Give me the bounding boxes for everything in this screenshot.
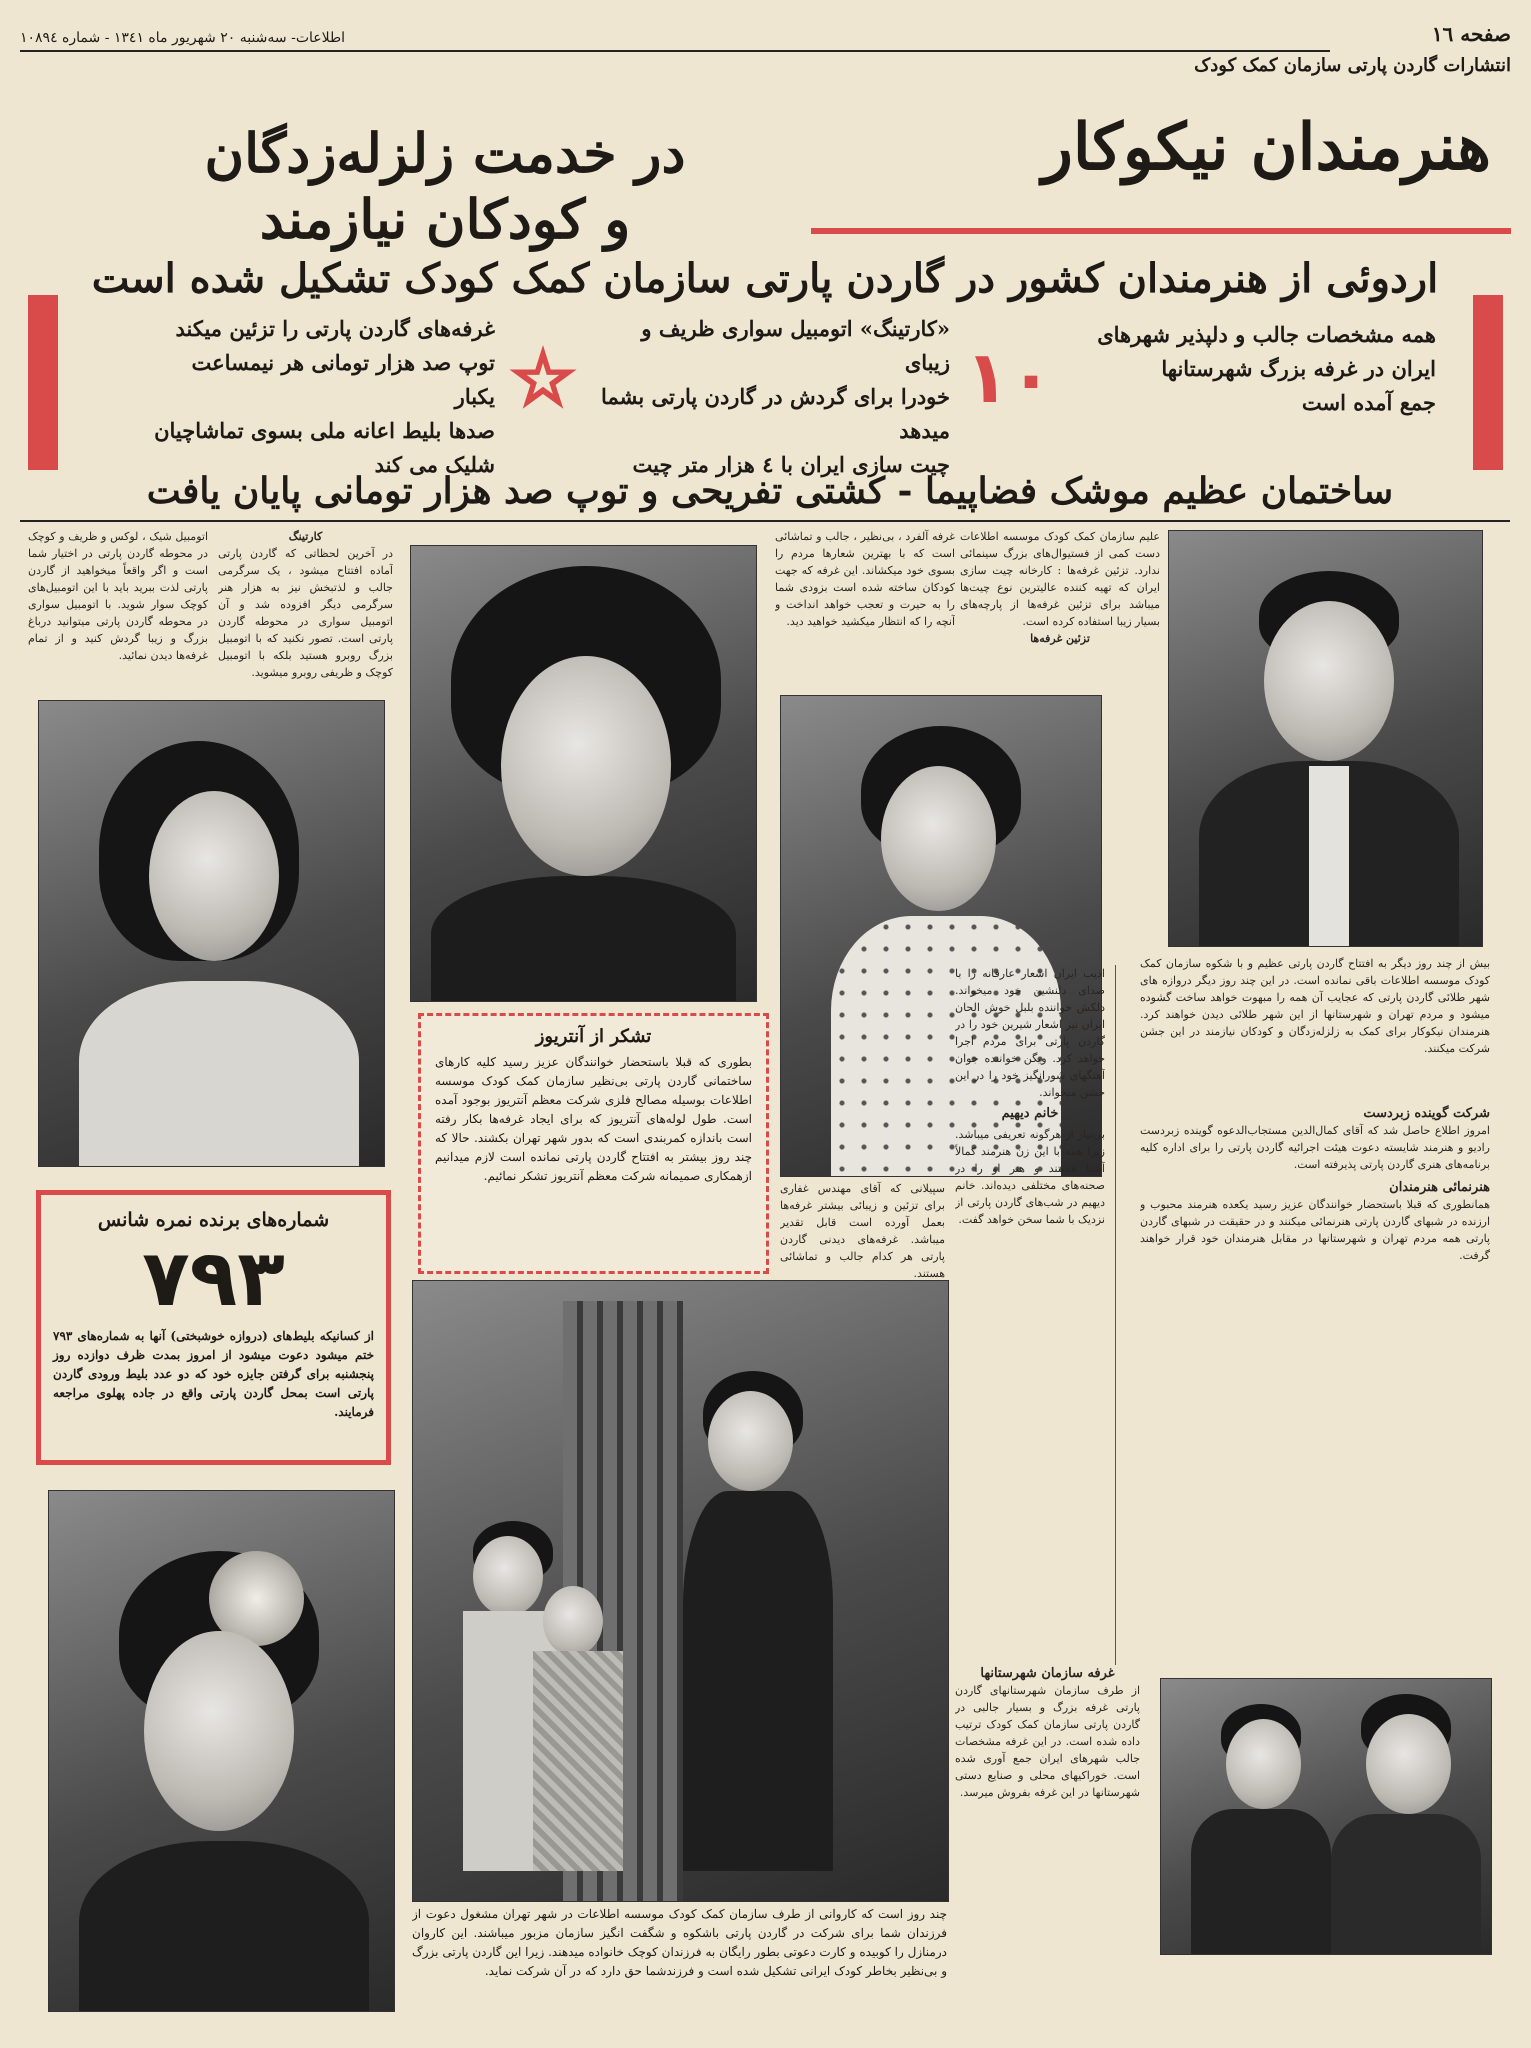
lottery-box bbox=[36, 1190, 391, 1465]
subhead-center-line: چیت سازی ایران با ٤ هزار متر چیت bbox=[632, 452, 950, 477]
column-3-text: غرفه آلفرد ، بی‌نظیر ، جالب و تماشائی است که با بهترین شعارها مردم را بسوی خود میکشاند. این غرفه که جهت کودکان ساخته شده است بزودی شما را به حیرت و تعجب خواهد انداخت و آنچه را که انتظار میکشید خواهید دید. bbox=[775, 530, 955, 628]
column-divider bbox=[1115, 965, 1116, 1665]
column-6-text: ادیب ایران اشعار عارفانه را با صدای دلنشین خود میخواند. دلکش خواننده بلبل خوش الحان ایران نیز اشعار شیرین خود را در گاردن پارتی برای مردم اجرا خواهد کرد. ویگن خواننده جوان آهنگهای شورانگیز خود را در این جشن میخواند. bbox=[955, 967, 1105, 1099]
subhead-right-line: جمع آمده است bbox=[1301, 390, 1436, 415]
headline-left bbox=[120, 120, 770, 252]
red-side-bar-right bbox=[1473, 295, 1503, 470]
column-2 bbox=[218, 528, 393, 693]
column-6-title: خانم دیهیم bbox=[1001, 1106, 1059, 1121]
photo-two-men bbox=[1160, 1678, 1492, 1955]
photo-man-portrait bbox=[1168, 530, 1483, 947]
subhead-number: ١٠ bbox=[965, 335, 1053, 419]
photo-children-at-door bbox=[412, 1280, 949, 1902]
photo-woman-with-flower bbox=[48, 1490, 395, 2012]
column-2-title: کارتینگ bbox=[288, 530, 323, 543]
column-7-text-c: از طرف سازمان شهرستانهای گاردن پارتی غرفه بزرگ و بسیار جالبی در گاردن پارتی سازمان کمک کودک ترتیب داده شده است. در این غرفه مشخصات جالب شهرهای ایران جمع آوری شده است. خوراکیهای محلی و صنایع دستی شهرستانها در این غرفه بفروش میرسد. bbox=[955, 1684, 1140, 1799]
column-5-title-a: شرکت گوینده زبردست bbox=[1363, 1106, 1490, 1121]
subhead-center-line: میدهد bbox=[899, 418, 950, 443]
red-star-icon bbox=[508, 345, 578, 415]
photo-woman-portrait-left bbox=[38, 700, 385, 1167]
headline-right: هنرمندان نیکوکار bbox=[1041, 110, 1491, 185]
banner-headline: اردوئی از هنرمندان کشور در گاردن پارتی سازمان کمک کودک تشکیل شده است bbox=[91, 255, 1439, 302]
masthead-rule bbox=[20, 50, 1330, 52]
column-7-text-b: سپیلانی که آقای مهندس غفاری برای تزئین و زیبائی بیشتر غرفه‌ها بعمل آورده است قابل تقدیر میباشد. غرفه‌های دیدنی گاردن پارتی هر کدام جالب و تماشائی هستند. bbox=[780, 1182, 945, 1280]
subhead-center bbox=[590, 312, 950, 482]
column-6 bbox=[955, 965, 1105, 1665]
deck-rule bbox=[20, 520, 1510, 522]
page-number: صفحه ١٦ bbox=[1431, 22, 1511, 46]
subhead-left-line: صدها بلیط اعانه ملی بسوی تماشاچیان bbox=[154, 418, 495, 443]
thanks-box-title: تشکر از آنتریوز bbox=[535, 1026, 652, 1047]
lottery-body: از کسانیکه بلیط‌های (دروازه خوشبختی) آنها به شماره‌های ٧٩٣ ختم میشود دعوت میشود از امروز بمدت ظرف دوازده روز پنجشنبه برای گرفتن جایزه خود که دو عدد بلیط ورودی گاردن پارتی است بمحل گاردن پارتی واقع در جاده پهلوی مراجعه فرمایند. bbox=[53, 1329, 374, 1419]
column-5-title-b: هنرنمائی هنرمندان bbox=[1389, 1180, 1490, 1195]
column-4-text: علیم سازمان کمک کودک موسسه اطلاعات دست کمی از فستیوال‌های بزرگ سینمائی ندارد. تزئین غرفه‌ها : کارخانه چیت سازی ایران که تهیه کننده عالیترین نوع چیت‌ها میباشد برای تزئین غرفه‌ها از پارچه‌های بسیار زیبا استفاده کرده است. bbox=[960, 530, 1160, 628]
kicker: انتشارات گاردن پارتی سازمان کمک کودک bbox=[1194, 55, 1511, 76]
headline-left-line-2: و کودکان نیازمند bbox=[259, 187, 631, 251]
column-2-text: در آخرین لحظاتی که گاردن پارتی آماده افتتاح میشود ، یک سرگرمی جالب و لذتبخش نیز به هزار هنر سرگرمی دیگر افزوده شد و آن اتومبیل سواری در محوطه گاردن پارتی است. تصور نکنید که با اتومبیل بزرگ روبرو هستید بلکه با اتومبیل کوچک و ظریفی روبرو میشوید. bbox=[218, 547, 393, 679]
column-5-text-c: همانطوری که قبلا باستحضار خوانندگان عزیز رسید یکعده هنرمند محبوب و ارزنده در شبهای گاردن پارتی هنرنمائی میکنند و در حقیقت در شبهای گاردن پارتی همه مردم تهران و شهرستانها در مقابل هنرمندان خود قرار خواهند گرفت. bbox=[1140, 1198, 1490, 1262]
column-5-continued bbox=[1140, 1105, 1490, 1665]
subhead-center-line: خودرا برای گردش در گاردن پارتی بشما bbox=[601, 384, 950, 409]
column-7-title-c: غرفه سازمان شهرستانها bbox=[980, 1666, 1115, 1681]
column-6-text-b: بی‌نیاز از هرگونه تعریفی میباشد. زیرا همه با این زن هنرمند کمالاً آشنا هستند و هنر او را در صحنه‌های مختلفی دیده‌اند. خانم دیهیم در شب‌های گاردن پارتی از نزدیک با شما سخن خواهد گفت. bbox=[955, 1128, 1105, 1226]
headline-underline bbox=[811, 228, 1511, 234]
column-7-lower bbox=[955, 1665, 1140, 2035]
subhead-left bbox=[150, 312, 495, 482]
column-1-text: اتومبیل شیک ، لوکس و ظریف و کوچک در محوطه گاردن پارتی در اختیار شما است و اگر واقعاً میخواهید از گاردن پارتی لذت ببرید باید با این اتومبیل‌های کوچک سوار شوید. با اتومبیل سواری در محوطه گاردن پارتی میتوانید درباغ بزرگ و زیبا گردش کنید و از تمام غرفه‌ها دیدن نمائید. bbox=[28, 530, 208, 662]
thanks-box-body: بطوری که قبلا باستحضار خوانندگان عزیز رسید کلیه کارهای ساختمانی گاردن پارتی بی‌نظیر سازمان کمک کودک موسسه اطلاعات بوسیله مصالح فلزی شرکت معظم آنتریوز بوجود آمده است. طول لوله‌های آنتریوز که برای ایجاد غرفه‌ها بکار رفته است باندازه کمربندی است که بدور شهر تهران بکشند. حالا که چند روز بیشتر به افتتاح گاردن پارتی نمانده است لازم میدانیم ازهمکاری صمیمانه شرکت معظم آنتریوز تشکر نمائیم. bbox=[435, 1055, 752, 1183]
thanks-box bbox=[418, 1013, 769, 1274]
subhead-center-line: «کارتینگ» اتومبیل سواری ظریف و زیبای bbox=[641, 316, 950, 375]
column-4-title: تزئین غرفه‌ها bbox=[1030, 632, 1090, 645]
issue-line: اطلاعات- سه‌شنبه ٢٠ شهریور ماه ١٣٤١ - شماره ١٠٨٩٤ bbox=[20, 30, 346, 46]
photo-caption: چند روز است که کاروانی از طرف سازمان کمک کودک موسسه اطلاعات در شهر تهران مشغول دعوت از فرزندان شما برای شرکت در گاردن پارتی باشکوه و شگفت انگیز سازمان مزبور میباشند. این کاروان درمنازل را کوبیده و کارت دعوتی بطور رایگان به فرزندان کوچک خانواده میدهند. زیرا این گاردن پارتی بزرگ و بی‌نظیر بخاطر کودک ایرانی تشکیل شده است و فرزندشما حق دارد که در آن شرکت نماید. bbox=[412, 1907, 947, 1978]
column-4 bbox=[960, 528, 1160, 688]
column-5-text: بیش از چند روز دیگر به افتتاح گاردن پارتی عظیم و با شکوه سازمان کمک کودک موسسه اطلاعات باقی نمانده است. در این چند روز دیگر دروازه های شهر طلائی گاردن پارتی که عجایب آن همه را مبهوت خواهد ساخت گشوده میشود و مردم تهران و شهرستانها از این شهر طلائی دیدن خواهند کرد. هنرمندان نیکوکار برای کمک به زلزله‌زدگان و کودکان نیازمند در این جشن شرکت میکنند. bbox=[1140, 957, 1490, 1055]
subhead-left-line: غرفه‌های گاردن پارتی را تزئین میکند bbox=[175, 316, 495, 341]
subhead-left-line: توپ صد هزار تومانی هر نیمساعت یکبار bbox=[191, 350, 495, 409]
headline-left-line-1: در خدمت زلزله‌زدگان bbox=[204, 121, 686, 185]
subhead-left-line: شلیک می کند bbox=[374, 452, 495, 477]
subhead-right-line: همه مشخصات جالب و دلپذیر شهرهای bbox=[1097, 322, 1436, 347]
subhead-right bbox=[1066, 318, 1436, 420]
deck-headline: ساختمان عظیم موشک فضاپیما - کشتی تفریحی و توپ صد هزار تومانی پایان یافت bbox=[146, 470, 1394, 512]
red-side-bar-left bbox=[28, 295, 58, 470]
photo-woman-portrait-center bbox=[410, 545, 757, 1002]
lottery-title: شماره‌های برنده نمره شانس bbox=[97, 1209, 330, 1231]
column-5-text-b: امروز اطلاع حاصل شد که آقای کمال‌الدین مستجاب‌الدعوه گوینده زبردست رادیو و هنرمند شایسته دعوت هیئت اجرائیه گاردن پارتی را برای اداره کلیه برنامه‌های هنری گاردن پارتی پذیرفته است. bbox=[1140, 1124, 1490, 1171]
subhead-right-line: ایران در غرفه بزرگ شهرستانها bbox=[1161, 356, 1436, 381]
lottery-number: ٧٩٣ bbox=[142, 1234, 285, 1324]
